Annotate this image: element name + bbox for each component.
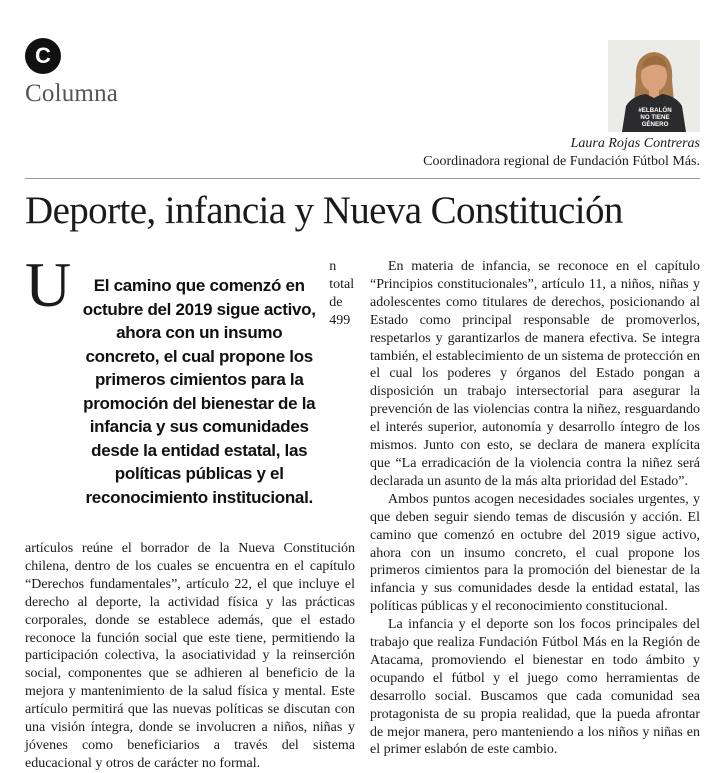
column-badge: C [25,38,61,74]
paragraph-2: En materia de infancia, se reconoce en el capítulo “Principios constitucionales”, artículo 11, a niños, niñas y adolescentes como titulares de derechos, posicionando al Estado como principal responsable de promoverlos, respetarlos y garantizarlos de manera efectiva. Se integra también, el establecimiento de un sistema de protección en el cual los poderes y órganos del Estado pongan a disposición un trabajo intersectorial para asegurar la prevención de las violencias contra la niñez, resguardando el interés superior, autonomía y desarrollo íntegro de los mismos. Junto con esto, se declara de manera explícita que “La erradicación de la violencia contra la niñez será declarada un asunto de la más alta prioridad del Estado”. [370,259,700,489]
pull-quote-text: El camino que comenzó en octubre del 2019 sigue activo, ahora con un insumo concreto, el cual propone los primeros cimientos para la promoción del bienestar de la infancia y sus comunidades desde la entidad estatal, las políticas públicas y el reconocimiento institucional. [82,276,316,507]
shirt-line-3: GÉNERO [641,121,669,128]
author-photo [608,40,700,132]
author-portrait [608,40,700,132]
header-divider [25,178,700,179]
paragraph-1: n total de 499 artículos reúne el borrador de la Nueva Constitución chilena, dentro de los cuales se encuentra en el capítulo “Derechos fundamentales”, artículo 22, el que incluye el derecho al deporte, la actividad física y las prácticas corporales, donde se establece además, que el estado reconoce la función social que este tiene, permitiendo la participación colectiva, la asociatividad y la reinserción social, componentes que se adhieren al beneficio de la mejora y mantenimiento de la salud física y mental. Este artículo permitirá que las nuevas políticas se discutan con una visión íntegra, donde se involucren a niños, niñas y jóvenes como beneficiarios a través del sistema educacional y otros de carácter no formal. [25,259,355,771]
article-column-left [25,249,355,771]
shirt-line-2: NO TIENE [640,114,670,121]
shirt-line-1: #ELBALÓN [638,107,672,114]
section-label: Columna [25,80,119,107]
article-headline: Deporte, infancia y Nueva Constitución [25,189,623,232]
article-column-right [370,258,700,758]
paragraph-3: Ambos puntos acogen necesidades sociales urgentes, y que deben seguir siendo temas de discusión y acción. El camino que comenzó en octubre del 2019 sigue activo, ahora con un insumo concreto, el cual propone los primeros cimientos para la promoción del bienestar de la infancia y sus comunidades desde la entidad estatal, las políticas públicas y el reconocimiento constitucional. [370,491,700,615]
author-name: Laura Rojas Contreras [570,136,700,151]
author-role: Coordinadora regional de Fundación Fútbol Más. [423,154,700,169]
drop-cap: U [25,249,72,320]
paragraph-4: La infancia y el deporte son los focos principales del trabajo que realiza Fundación Fútbol Más en la Región de Atacama, promoviendo el bienestar en todo ámbito y ocupando el fútbol y el juego como herramientas de desarrollo social. Buscamos que cada comunidad sea protagonista de su propia realidad, que la pueda afrontar de mejor manera, pero manteniendo a los niños y niñas en el primer eslabón de este cambio. [370,617,700,758]
pull-quote [77,270,321,534]
